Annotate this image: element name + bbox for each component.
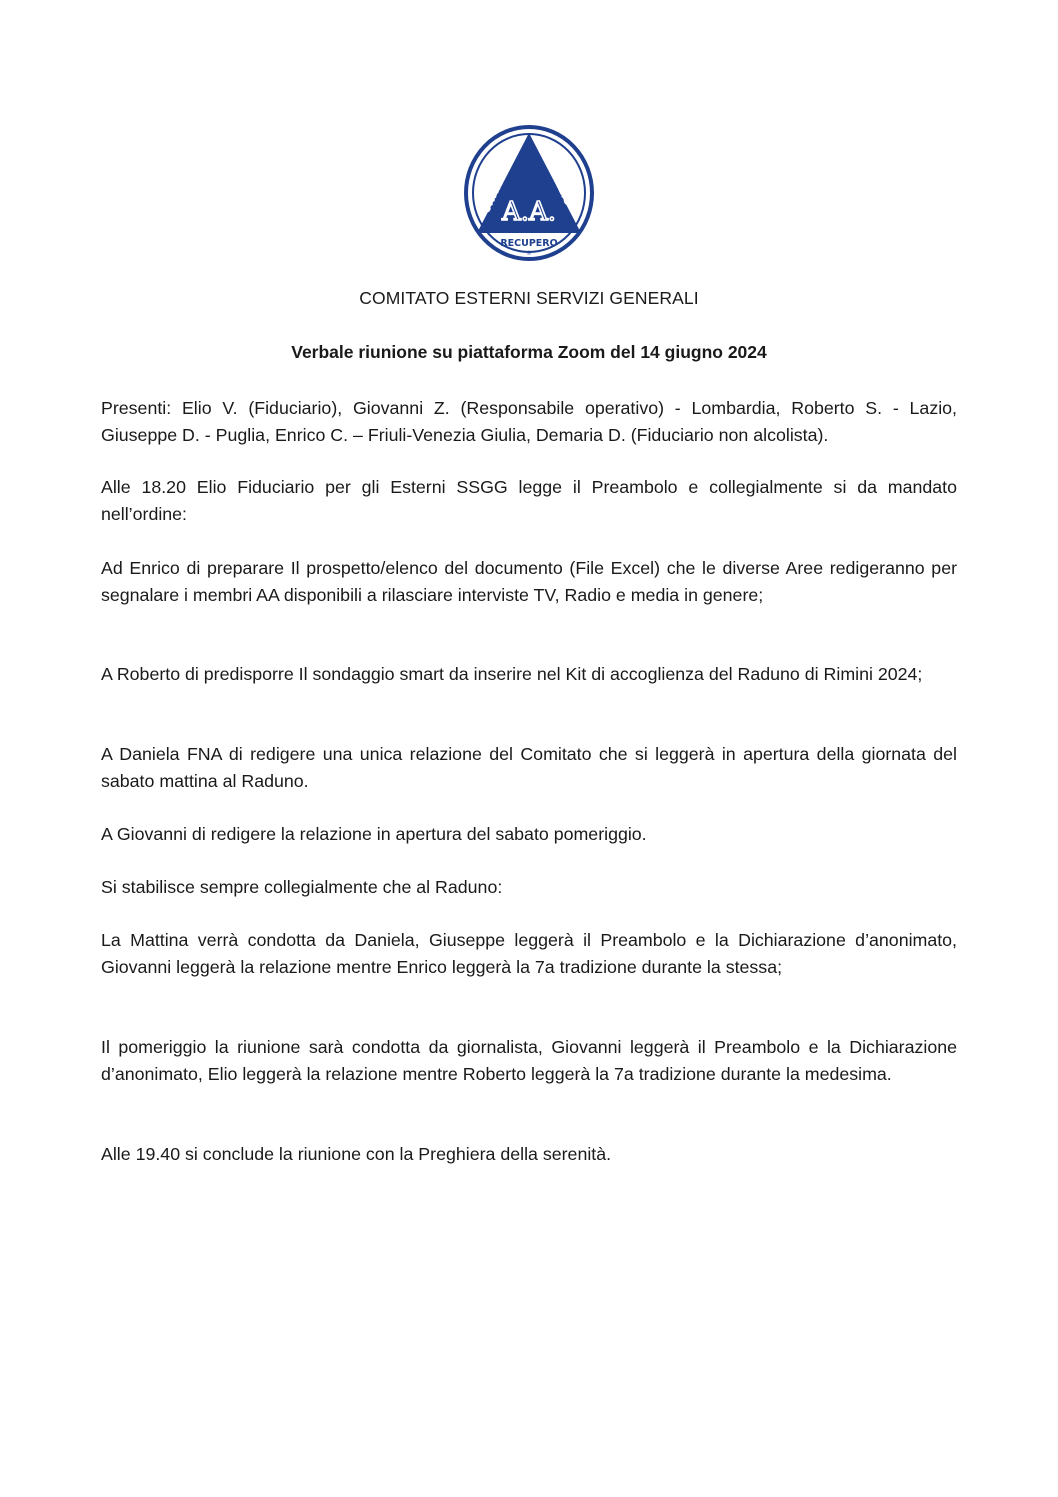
org-title: COMITATO ESTERNI SERVIZI GENERALI (359, 288, 699, 308)
paragraph-raduno-intro: Si stabilisce sempre collegialmente che al Raduno: (101, 877, 503, 897)
paragraph-closing: Alle 19.40 si conclude la riunione con la Preghiera della serenità. (101, 1144, 612, 1164)
paragraph-opening: Alle 18.20 Elio Fiduciario per gli Esterni SSGG legge il Preambolo e collegialmente si da mandato nell’ordine: (101, 477, 957, 524)
logo-center-text: A.A. (501, 197, 557, 227)
paragraph-giovanni-task: A Giovanni di redigere la relazione in apertura del sabato pomeriggio. (101, 824, 647, 844)
logo-right-text: SERVIZIO (540, 155, 574, 208)
doc-title: Verbale riunione su piattaforma Zoom del 14 giugno 2024 (291, 342, 767, 362)
paragraph-morning: La Mattina verrà condotta da Daniela, Giuseppe leggerà il Preambolo e la Dichiarazione d’anonimato, Giovanni leggerà la relazione mentre Enrico leggerà la 7a tradizione durante la stessa; (101, 930, 957, 977)
aa-logo (463, 125, 595, 261)
paragraph-daniela-task: A Daniela FNA di redigere una unica relazione del Comitato che si leggerà in apertura della giornata del sabato mattina al Raduno. (101, 744, 957, 791)
paragraph-attendees: Presenti: Elio V. (Fiduciario), Giovanni Z. (Responsabile operativo) - Lombardia, Roberto S. - Lazio, Giuseppe D. - Puglia, Enrico C. – Friuli-Venezia Giulia, Demaria D. (Fiduciario non alcolista). (101, 398, 957, 445)
logo-left-text: UNITA' (481, 176, 507, 216)
logo-bottom-text: RECUPERO (500, 238, 558, 249)
paragraph-afternoon: Il pomeriggio la riunione sarà condotta da giornalista, Giovanni leggerà il Preambolo e la Dichiarazione d’anonimato, Elio leggerà la relazione mentre Roberto leggerà la 7a tradizione durante la medesima. (101, 1037, 957, 1084)
paragraph-enrico-task: Ad Enrico di preparare Il prospetto/elenco del documento (File Excel) che le diverse Aree redigeranno per segnalare i membri AA disponibili a rilasciare interviste TV, Radio e media in genere; (101, 558, 957, 605)
paragraph-roberto-task: A Roberto di predisporre Il sondaggio smart da inserire nel Kit di accoglienza del Raduno di Rimini 2024; (101, 664, 923, 684)
logo-registered-mark: ® (526, 250, 532, 257)
